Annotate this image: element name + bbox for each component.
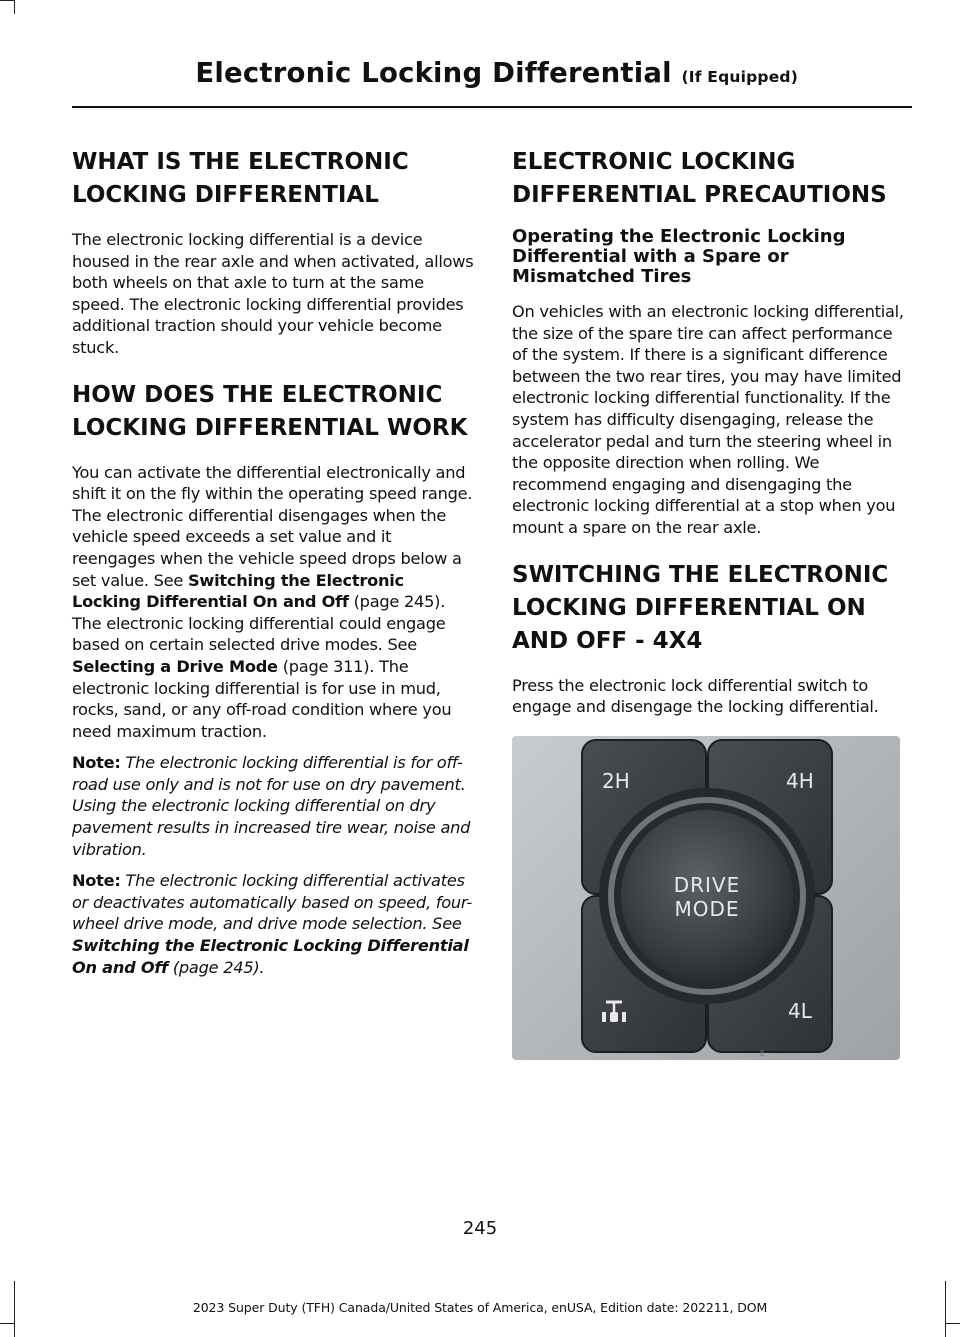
xref-switching-link[interactable]: Switching the Electronic Locking Differential On and Off xyxy=(72,570,404,612)
crop-mark xyxy=(14,0,15,14)
section-heading-what-is: WHAT IS THE ELECTRONIC LOCKING DIFFERENTIAL xyxy=(72,149,409,208)
body-text: (page 245). The electronic locking differential could engage based on certain selected drive modes. See xyxy=(72,592,446,655)
crop-mark xyxy=(946,1323,960,1324)
section-body-switching: Press the electronic lock differential switch to engage and disengage the locking differential. xyxy=(512,675,879,717)
section-body-how-does xyxy=(72,462,476,743)
drive-mode-switch-illustration xyxy=(512,736,900,1060)
section-heading-switching: SWITCHING THE ELECTRONIC LOCKING DIFFERENTIAL ON AND OFF - 4X4 xyxy=(512,561,889,654)
section-heading-how-does: HOW DOES THE ELECTRONIC LOCKING DIFFERENTIAL WORK xyxy=(72,381,468,441)
knob-label-mode: MODE xyxy=(674,896,740,921)
note-text: The electronic locking differential activates or deactivates automatically based on speed, four-wheel drive mode, and drive mode selection. See xyxy=(72,871,472,934)
left-column xyxy=(72,146,476,988)
note-label: Note: xyxy=(72,871,121,891)
image-code: E xyxy=(760,1048,766,1058)
right-column xyxy=(512,146,908,1060)
section-heading-precautions: ELECTRONIC LOCKING DIFFERENTIAL PRECAUTIONS xyxy=(512,149,887,208)
body-text: (page 311). The electronic locking differential is for use in mud, rocks, sand, or any off-road condition where you need maximum traction. xyxy=(72,656,452,741)
note-2 xyxy=(72,870,476,978)
label-4h: 4H xyxy=(786,768,814,793)
drive-mode-switch-figure xyxy=(512,736,900,1060)
label-2h: 2H xyxy=(602,768,630,793)
xref-drive-mode-link[interactable]: Selecting a Drive Mode xyxy=(72,656,278,676)
note-text: (page 245). xyxy=(167,957,265,977)
body-text: You can activate the differential electronically and shift it on the fly within the operating speed range. The electronic differential disengages when the vehicle speed exceeds a set value and it reengages when the vehicle speed drops below a set value. See xyxy=(72,462,473,590)
crop-mark xyxy=(0,0,14,1)
note-label: Note: xyxy=(72,753,121,773)
subheading-spare-tires: Operating the Electronic Locking Differential with a Spare or Mismatched Tires xyxy=(512,226,846,287)
crop-mark xyxy=(0,1323,14,1324)
page-title xyxy=(195,57,798,89)
knob-label-drive: DRIVE xyxy=(673,872,741,897)
note-1 xyxy=(72,752,476,860)
xref-switching-link-note[interactable]: Switching the Electronic Locking Differential On and Off xyxy=(72,936,469,977)
page-title-subtitle: (If Equipped) xyxy=(681,68,798,86)
section-body-precautions: On vehicles with an electronic locking differential, the size of the spare tire can affect performance of the system. If there is a significant difference between the two rear tires, you may have limited electronic locking differential functionality. If the system has difficulty disengaging, release the accelerator pedal and turn the steering wheel in the opposite direction when rolling. We recommend engaging and disengaging the electronic locking differential at a stop when you mount a spare on the rear axle. xyxy=(512,302,904,537)
section-body-what-is: The electronic locking differential is a device housed in the rear axle and when activated, allows both wheels on that axle to turn at the same speed. The electronic locking differential provides additional traction should your vehicle become stuck. xyxy=(72,230,474,357)
header-rule xyxy=(72,106,912,108)
page-title-text: Electronic Locking Differential xyxy=(195,57,672,89)
footer-edition: 2023 Super Duty (TFH) Canada/United States of America, enUSA, Edition date: 202211, DOM xyxy=(192,1300,768,1315)
page-number: 245 xyxy=(462,1218,498,1239)
label-4l: 4L xyxy=(788,998,812,1023)
note-text: The electronic locking differential is for off-road use only and is not for use on dry pavement. Using the electronic locking differential on dry pavement results in increased tire wear, noise and vibration. xyxy=(72,753,471,859)
